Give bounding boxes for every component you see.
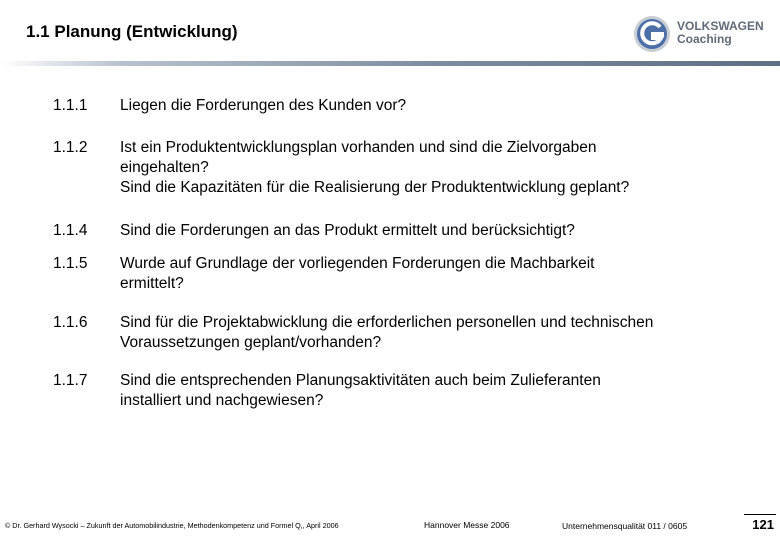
item-text [120,254,760,294]
brand-line-1: VOLKSWAGEN [677,19,764,33]
item-number: 1.1.7 [53,372,88,389]
footer-copyright: © Dr. Gerhard Wysocki – Zukunft der Automobilindustrie, Methodenkompetenz und Formel Q,, April 2006 [5,521,339,530]
item-number: 1.1.4 [53,222,88,239]
item-line: Sind die Kapazitäten für die Realisierung der Produktentwicklung geplant? [120,179,630,196]
item-text [120,96,760,116]
item-line: Wurde auf Grundlage der vorliegenden Forderungen die Machbarkeit [120,255,595,272]
item-text [120,138,760,198]
footer [0,515,780,537]
item-number: 1.1.6 [53,314,88,331]
item-line: eingehalten? [120,159,209,176]
volkswagen-coaching-logo-icon [633,15,671,53]
item-line: Sind die entsprechenden Planungsaktivitäten auch beim Zulieferanten [120,372,601,389]
item-line: Ist ein Produktentwicklungsplan vorhanden und sind die Zielvorgaben [120,139,597,156]
brand-logo [633,15,763,53]
item-text [120,371,760,411]
item-number: 1.1.1 [53,97,88,114]
item-line: Voraussetzungen geplant/vorhanden? [120,334,382,351]
item-line: Sind die Forderungen an das Produkt ermittelt und berücksichtigt? [120,222,575,239]
item-line: installiert und nachgewiesen? [120,392,324,409]
page-number: 121 [752,517,774,532]
item-text [120,313,760,353]
brand-line-2: Coaching [677,32,732,46]
page-number-box [744,514,776,535]
item-number: 1.1.2 [53,139,88,156]
page-title: 1.1 Planung (Entwicklung) [26,22,238,41]
footer-document: Unternehmensqualität 011 / 0605 [562,521,688,531]
footer-event: Hannover Messe 2006 [424,520,510,530]
item-line: Sind für die Projektabwicklung die erforderlichen personellen und technischen [120,314,654,331]
brand-name [677,20,764,46]
header-rule [0,61,780,66]
item-number: 1.1.5 [53,255,88,272]
item-line: Liegen die Forderungen des Kunden vor? [120,97,407,114]
item-line: ermittelt? [120,275,184,292]
item-text [120,221,760,241]
